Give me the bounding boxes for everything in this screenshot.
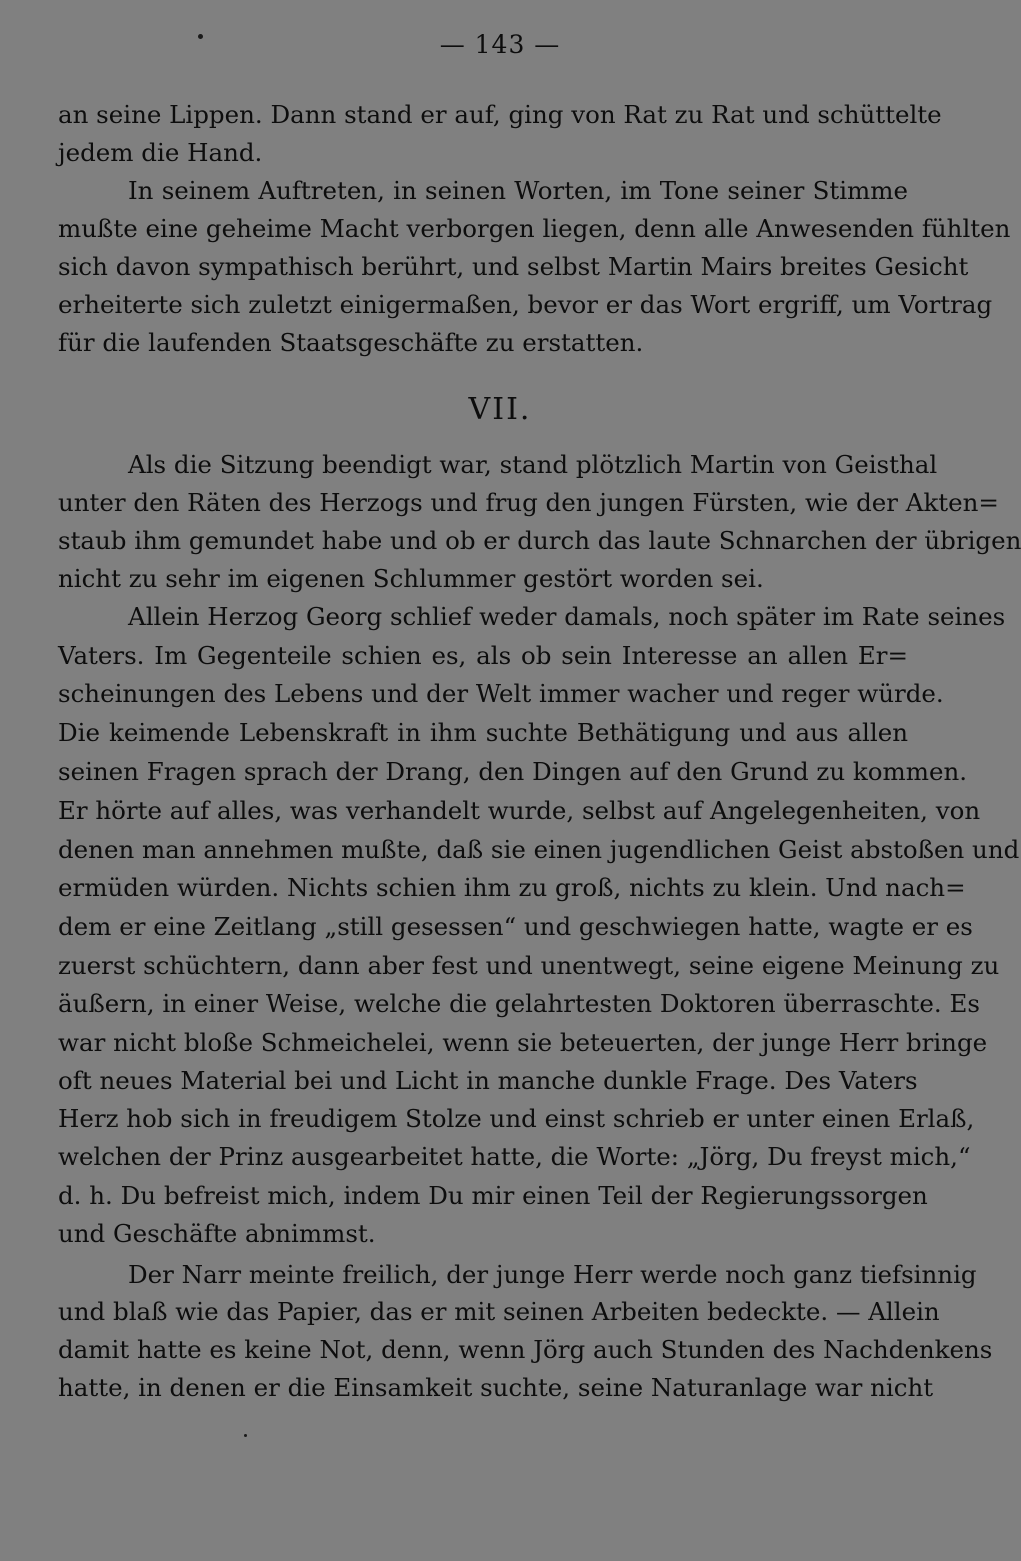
text-line: d. h. Du befreist mich, indem Du mir einen Teil der Regierungssorgen: [58, 1181, 928, 1210]
text-line: für die laufenden Staatsgeschäfte zu erstatten.: [58, 328, 644, 357]
text-line: Herz hob sich in freudigem Stolze und einst schrieb er unter einen Erlaß,: [58, 1104, 975, 1133]
text-line: mußte eine geheime Macht verborgen liegen, denn alle Anwesenden fühlten: [58, 214, 1011, 243]
text-line: erheiterte sich zuletzt einigermaßen, bevor er das Wort ergriff, um Vortrag: [58, 290, 993, 319]
text-line: Er hörte auf alles, was verhandelt wurde, selbst auf Angelegenheiten, von: [58, 796, 981, 825]
text-line: an seine Lippen. Dann stand er auf, ging von Rat zu Rat und schüttelte: [58, 100, 942, 129]
text-line: welchen der Prinz ausgearbeitet hatte, die Worte: „Jörg, Du freyst mich,“: [58, 1142, 971, 1171]
text-line: war nicht bloße Schmeichelei, wenn sie beteuerten, der junge Herr bringe: [58, 1028, 988, 1057]
text-line: unter den Räten des Herzogs und frug den jungen Fürsten, wie der Akten=: [58, 488, 999, 517]
text-line: Die keimende Lebenskraft in ihm suchte Bethätigung und aus allen: [58, 718, 908, 747]
text-line: ermüden würden. Nichts schien ihm zu groß, nichts zu klein. Und nach=: [58, 873, 966, 902]
text-line: dem er eine Zeitlang „still gesessen“ und geschwiegen hatte, wagte er es: [58, 912, 973, 941]
text-line: Vaters. Im Gegenteile schien es, als ob sein Interesse an allen Er=: [58, 641, 908, 670]
text-line: staub ihm gemundet habe und ob er durch das laute Schnarchen der übrigen: [58, 526, 1021, 555]
text-line: seinen Fragen sprach der Drang, den Dingen auf den Grund zu kommen.: [58, 757, 968, 786]
ink-speck: [244, 1434, 247, 1437]
text-line: hatte, in denen er die Einsamkeit suchte, seine Naturanlage war nicht: [58, 1373, 934, 1402]
text-line: und blaß wie das Papier, das er mit seinen Arbeiten bedeckte. — Allein: [58, 1297, 940, 1326]
text-line: scheinungen des Lebens und der Welt immer wacher und reger würde.: [58, 679, 944, 708]
text-line: zuerst schüchtern, dann aber fest und unentwegt, seine eigene Meinung zu: [58, 951, 1000, 980]
text-line: Als die Sitzung beendigt war, stand plötzlich Martin von Geisthal: [128, 450, 938, 479]
text-line: nicht zu sehr im eigenen Schlummer gestört worden sei.: [58, 564, 764, 593]
text-line: Allein Herzog Georg schlief weder damals, noch später im Rate seines: [128, 602, 1006, 631]
text-line: damit hatte es keine Not, denn, wenn Jörg auch Stunden des Nachdenkens: [58, 1335, 993, 1364]
text-line: oft neues Material bei und Licht in manche dunkle Frage. Des Vaters: [58, 1066, 918, 1095]
page-number: — 143 —: [439, 30, 561, 59]
text-line: und Geschäfte abnimmst.: [58, 1219, 376, 1248]
text-line: denen man annehmen mußte, daß sie einen jugendlichen Geist abstoßen und: [58, 835, 1020, 864]
text-line: In seinem Auftreten, in seinen Worten, im Tone seiner Stimme: [128, 176, 908, 205]
text-line: sich davon sympathisch berührt, und selbst Martin Mairs breites Gesicht: [58, 252, 969, 281]
text-line: äußern, in einer Weise, welche die gelahrtesten Doktoren überraschte. Es: [58, 989, 980, 1018]
chapter-heading: VII.: [468, 392, 532, 427]
text-line: jedem die Hand.: [58, 138, 263, 167]
text-line: Der Narr meinte freilich, der junge Herr werde noch ganz tiefsinnig: [128, 1260, 977, 1289]
